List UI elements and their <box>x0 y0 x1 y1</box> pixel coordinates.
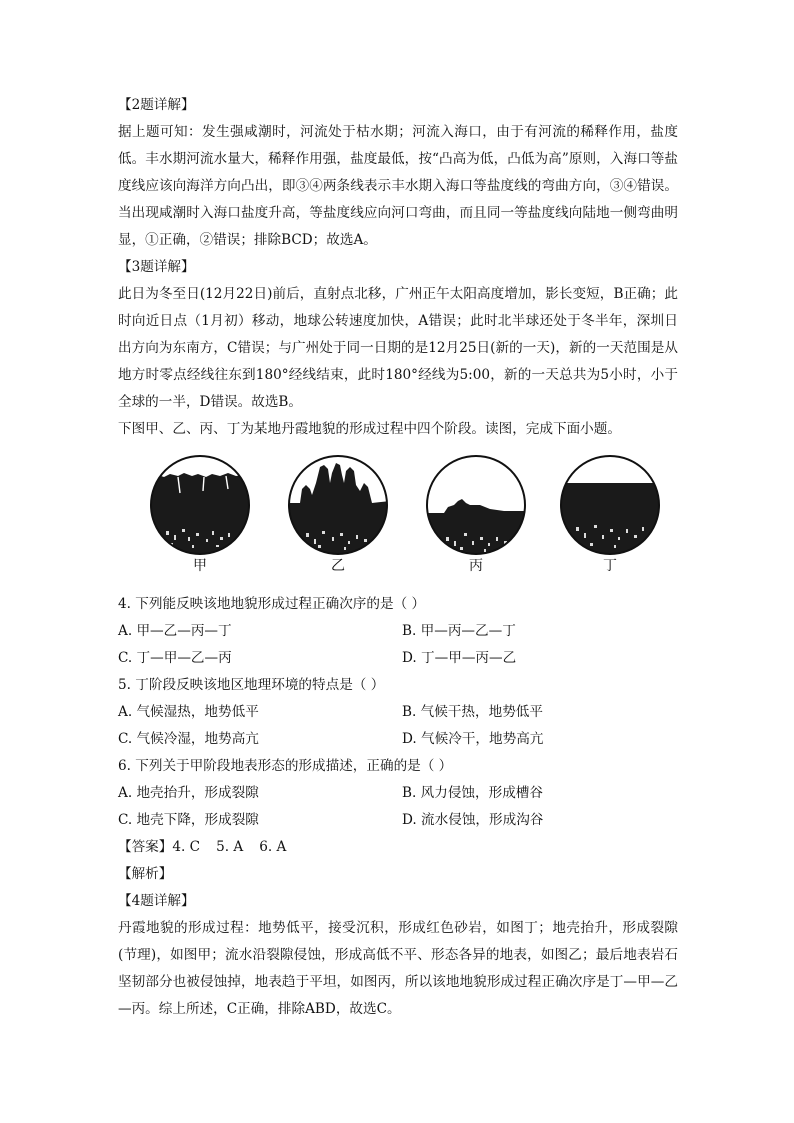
landform-diagram-yi <box>286 453 390 557</box>
q4-option-b: B. 甲—丙—乙—丁 <box>402 623 516 639</box>
question-4-options-row-1 <box>118 618 678 645</box>
q6-option-c: C. 地壳下降，形成裂隙 <box>118 812 259 828</box>
q4-option-d: D. 丁—甲—丙—乙 <box>402 650 517 666</box>
question-5-stem: 5. 丁阶段反映该地区地理环境的特点是（ ） <box>118 677 385 693</box>
q5-option-d: D. 气候冷干，地势高亢 <box>402 731 544 747</box>
q4-option-c: C. 丁—甲—乙—丙 <box>118 650 232 666</box>
figure-jia <box>148 453 252 575</box>
section-4-body: 丹霞地貌的形成过程：地势低平，接受沉积，形成红色砂岩，如图丁；地壳抬升，形成裂隙(节理)，如图甲；流水沿裂隙侵蚀，形成高低不平、形态各异的地表，如图乙；最后地表岩石坚韧部分也被侵蚀掉，地表趋于平坦，如图丙，所以该地地貌形成过程正确次序是丁—甲—乙—丙。综上所述，C正确，排除ABD，故选C。 <box>118 920 678 1017</box>
question-4-stem: 4. 下列能反映该地地貌形成过程正确次序的是（ ） <box>118 596 426 612</box>
section-4-title: 【4题详解】 <box>118 893 195 909</box>
answer-4: 4. C <box>172 839 201 855</box>
section-2-body: 据上题可知：发生强咸潮时，河流处于枯水期；河流入海口，由于有河流的稀释作用，盐度低。丰水期河流水量大，稀释作用强，盐度最低，按“凸高为低，凸低为高”原则，入海口等盐度线应该向海洋方向凸出，即③④两条线表示丰水期入海口等盐度线的弯曲方向，③④错误。当出现咸潮时入海口盐度升高，等盐度线应向河口弯曲，而且同一等盐度线向陆地一侧弯曲明显，①正确，②错误；排除BCD；故选A。 <box>118 124 678 248</box>
figure-label-yi: 乙 <box>331 558 345 574</box>
q5-option-b: B. 气候干热，地势低平 <box>402 704 543 720</box>
landform-diagram-jia <box>148 453 252 557</box>
question-6-options-row-1 <box>118 780 678 807</box>
landform-diagram-bing <box>424 453 528 557</box>
landform-diagram-ding <box>558 453 662 557</box>
figure-bing <box>424 453 528 575</box>
q6-option-a: A. 地壳抬升，形成裂隙 <box>118 785 259 801</box>
question-6-options-row-2 <box>118 807 678 834</box>
q6-option-b: B. 风力侵蚀，形成槽谷 <box>402 785 543 801</box>
q5-option-a: A. 气候湿热，地势低平 <box>118 704 259 720</box>
q6-option-d: D. 流水侵蚀，形成沟谷 <box>402 812 544 828</box>
figure-label-ding: 丁 <box>603 558 617 574</box>
figure-yi <box>286 453 390 575</box>
section-3-title: 【3题详解】 <box>118 259 195 275</box>
figure-label-bing: 丙 <box>469 558 483 574</box>
answer-5: 5. A <box>216 839 244 855</box>
section-3-body: 此日为冬至日(12月22日)前后，直射点北移，广州正午太阳高度增加，影长变短，B正确；此时向近日点（1月初）移动，地球公转速度加快，A错误；此时北半球还处于冬半年，深圳日出方向为东南方，C错误；与广州处于同一日期的是12月25日(新的一天)，新的一天范围是从地方时零点经线往东到180°经线结束，此时180°经线为5:00，新的一天总共为5小时，小于全球的一半，D错误。故选B。 <box>118 286 678 410</box>
question-5-options-row-2 <box>118 726 678 753</box>
figure-label-jia: 甲 <box>193 558 207 574</box>
question-intro: 下图甲、乙、丙、丁为某地丹霞地貌的形成过程中四个阶段。读图，完成下面小题。 <box>118 421 621 437</box>
answer-label: 【答案】 <box>118 839 173 855</box>
document-page <box>118 92 678 1023</box>
question-4-options-row-2 <box>118 645 678 672</box>
q5-option-c: C. 气候冷湿，地势高亢 <box>118 731 259 747</box>
answer-6: 6. A <box>259 839 287 855</box>
answer-line <box>118 834 678 861</box>
figure-ding <box>558 453 662 575</box>
q4-option-a: A. 甲—乙—丙—丁 <box>118 623 232 639</box>
section-2-title: 【2题详解】 <box>118 97 195 113</box>
question-5-options-row-1 <box>118 699 678 726</box>
analysis-title: 【解析】 <box>118 866 173 882</box>
question-6-stem: 6. 下列关于甲阶段地表形态的形成描述，正确的是（ ） <box>118 758 453 774</box>
landform-figure-row <box>118 449 678 589</box>
